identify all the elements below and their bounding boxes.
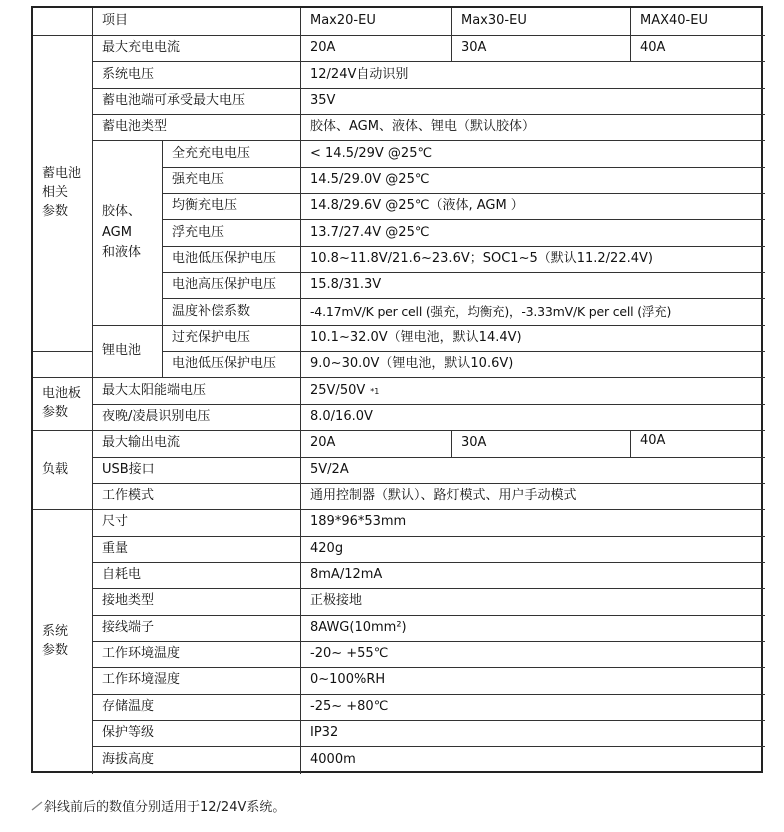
- value-max40: 40A: [631, 431, 765, 457]
- row-label: USB接口: [93, 458, 301, 484]
- row-value: 14.5/29.0V @25℃: [301, 168, 765, 194]
- row-value: 12/24V自动识别: [301, 62, 765, 88]
- row-label: 工作环境温度: [93, 642, 301, 668]
- row-value: 35V: [301, 89, 765, 115]
- row-value: 4000m: [310, 751, 356, 767]
- value-max40: 40A: [631, 36, 765, 62]
- row-value: [301, 378, 765, 404]
- row-value: 8mA/12mA: [301, 563, 765, 589]
- row-label: 最大输出电流: [93, 431, 301, 457]
- row-value: 8.0/16.0V: [301, 405, 765, 431]
- header-blank: [33, 8, 93, 36]
- row-value: 9.0~30.0V（锂电池，默认10.6V): [301, 352, 765, 378]
- value-max30: 30A: [452, 36, 631, 62]
- row-label: 尺寸: [93, 510, 301, 536]
- row-value: -4.17mV/K per cell (强充，均衡充)，-3.33mV/K per cell (浮充): [301, 299, 765, 325]
- row-label: 重量: [93, 537, 301, 563]
- footnote-text: 斜线前后的数值分别适用于12/24V系统。: [44, 800, 286, 815]
- footnote-marker: *1: [370, 386, 380, 396]
- row-value: IP32: [301, 721, 765, 747]
- row-value: 0~100%RH: [301, 668, 765, 694]
- header-max20: Max20-EU: [301, 8, 452, 36]
- footnote: [31, 796, 285, 815]
- header-item: 项目: [93, 8, 301, 36]
- row-value: -20~ +55℃: [301, 642, 765, 668]
- row-label: 接地类型: [93, 589, 301, 615]
- row-label: 工作环境湿度: [93, 668, 301, 694]
- row-value: 5V/2A: [301, 458, 765, 484]
- row-label: 均衡充电压: [163, 194, 301, 220]
- category-system: 系统 参数: [33, 510, 93, 773]
- row-label: 接线端子: [93, 616, 301, 642]
- value-max20: 20A: [301, 36, 452, 62]
- row-value: 10.1~32.0V（锂电池，默认14.4V): [301, 326, 765, 352]
- category-load: 负载: [33, 431, 93, 510]
- row-label: 电池低压保护电压: [163, 247, 301, 273]
- value-max30: 30A: [452, 431, 631, 457]
- row-value: 8AWG(10mm²): [301, 616, 765, 642]
- row-label: 全充充电电压: [163, 141, 301, 167]
- panel-voltage-value: 25V/50V: [310, 382, 366, 398]
- row-label: 电池高压保护电压: [163, 273, 301, 299]
- row-value: < 14.5/29V @25℃: [301, 141, 765, 167]
- row-value: 420g: [301, 537, 765, 563]
- category-battery-tail: [33, 352, 93, 378]
- row-label: 强充电压: [163, 168, 301, 194]
- row-value: 通用控制器（默认）、路灯模式、用户手动模式: [301, 484, 765, 510]
- row-label: 浮充电压: [163, 220, 301, 246]
- value-max20: 20A: [301, 431, 452, 457]
- row-label: 蓄电池类型: [93, 115, 301, 141]
- row-label: 过充保护电压: [163, 326, 301, 352]
- row-label: 温度补偿系数: [163, 299, 301, 325]
- row-label: 蓄电池端可承受最大电压: [93, 89, 301, 115]
- row-label: 保护等级: [93, 721, 301, 747]
- row-value: 13.7/27.4V @25℃: [301, 220, 765, 246]
- row-label: 工作模式: [93, 484, 301, 510]
- category-panel: 电池板 参数: [33, 378, 93, 431]
- row-label: 电池低压保护电压: [163, 352, 301, 378]
- header-max30: Max30-EU: [452, 8, 631, 36]
- row-label: 系统电压: [93, 62, 301, 88]
- row-label: 海拔高度: [93, 747, 301, 773]
- row-label: 自耗电: [93, 563, 301, 589]
- row-value: 14.8/29.6V @25℃（液体, AGM ）: [301, 194, 765, 220]
- category-battery: 蓄电池 相关 参数: [33, 36, 93, 352]
- row-value: 10.8~11.8V/21.6~23.6V；SOC1~5（默认11.2/22.4V): [301, 247, 765, 273]
- row-label: 最大充电电流: [93, 36, 301, 62]
- row-label: 存储温度: [93, 695, 301, 721]
- row-value: -25~ +80℃: [301, 695, 765, 721]
- row-value: 胶体、AGM、液体、锂电（默认胶体）: [301, 115, 765, 141]
- row-label: 最大太阳能端电压: [93, 378, 301, 404]
- row-value: 189*96*53mm: [301, 510, 765, 536]
- row-label: 夜晚/凌晨识别电压: [93, 405, 301, 431]
- subgroup-gel-agm: 胶体、 AGM 和液体: [93, 141, 163, 325]
- header-max40: MAX40-EU: [631, 8, 765, 36]
- row-value: 正极接地: [301, 589, 765, 615]
- slash-mark-icon: [31, 801, 43, 811]
- spec-table: [31, 6, 763, 773]
- row-value: 15.8/31.3V: [301, 273, 765, 299]
- subgroup-lithium: 锂电池: [93, 326, 163, 379]
